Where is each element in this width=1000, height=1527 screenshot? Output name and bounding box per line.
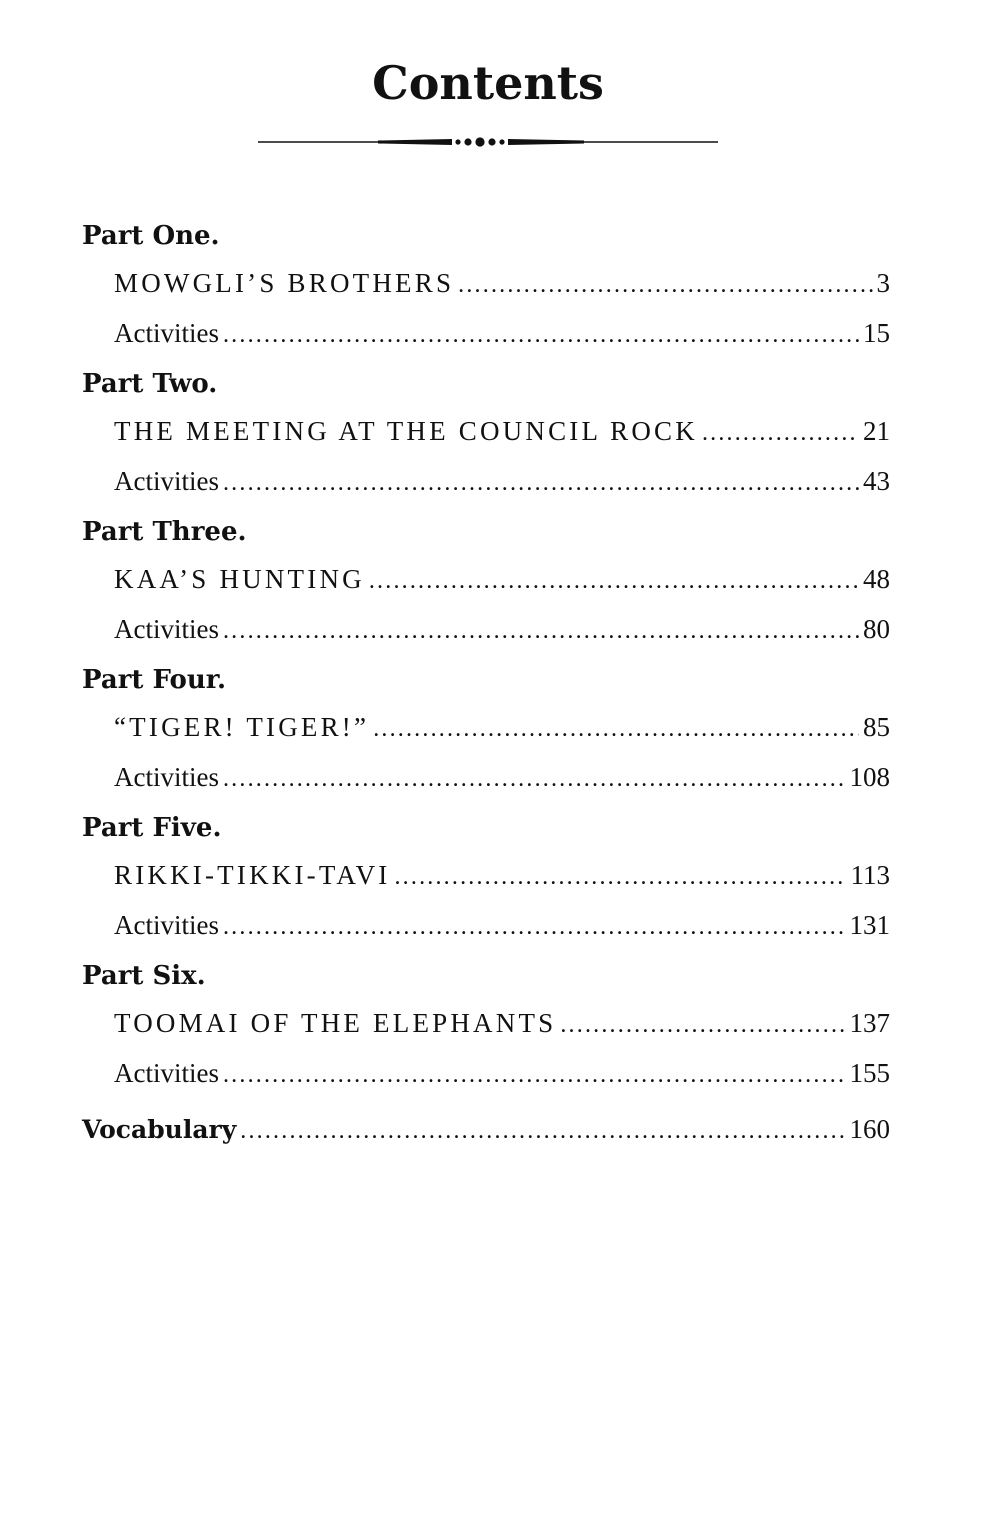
entry-title: Activities <box>114 318 219 348</box>
toc-part-two <box>82 362 890 506</box>
entry-title: Activities <box>114 614 219 644</box>
dot-leader <box>560 1000 845 1050</box>
page-number: 155 <box>849 1058 890 1088</box>
dot-leader <box>394 852 846 902</box>
dot-leader <box>369 556 859 606</box>
toc-entry[interactable] <box>82 258 890 308</box>
part-heading: Part Five. <box>82 813 222 843</box>
toc-part-four <box>82 658 890 802</box>
page-number: 131 <box>849 910 890 940</box>
toc-entry[interactable] <box>82 900 890 950</box>
page-number: 160 <box>849 1114 890 1144</box>
entry-title: KAA’S HUNTING <box>114 564 365 594</box>
dot-leader <box>240 1106 845 1156</box>
page-number: 108 <box>849 762 890 792</box>
toc-entry[interactable] <box>82 604 890 654</box>
page-number: 85 <box>863 712 890 742</box>
entry-title: Activities <box>114 762 219 792</box>
dot-leader <box>223 902 846 952</box>
entry-title: Activities <box>114 466 219 496</box>
part-heading: Part Four. <box>82 665 227 695</box>
dot-leader <box>223 754 846 804</box>
dot-leader <box>223 1050 846 1100</box>
table-of-contents <box>82 214 890 1154</box>
ornament-divider-icon <box>258 134 718 150</box>
toc-entry-vocabulary[interactable] <box>82 1104 890 1154</box>
page-number: 21 <box>863 416 890 446</box>
toc-entry[interactable] <box>82 998 890 1048</box>
toc-entry[interactable] <box>82 702 890 752</box>
dot-leader <box>223 310 859 360</box>
toc-entry[interactable] <box>82 456 890 506</box>
entry-title: TOOMAI OF THE ELEPHANTS <box>114 1008 557 1038</box>
page-number: 48 <box>863 564 890 594</box>
entry-title: Vocabulary <box>82 1115 237 1144</box>
toc-entry[interactable] <box>82 406 890 456</box>
entry-title: Activities <box>114 1058 219 1088</box>
part-heading: Part Three. <box>82 517 247 547</box>
toc-part-six <box>82 954 890 1098</box>
page-number: 113 <box>850 860 890 890</box>
toc-entry[interactable] <box>82 850 890 900</box>
toc-part-three <box>82 510 890 654</box>
dot-leader <box>223 606 859 656</box>
dot-leader <box>373 704 859 754</box>
toc-entry[interactable] <box>82 554 890 604</box>
entry-title: RIKKI-TIKKI-TAVI <box>114 860 391 890</box>
entry-title: “TIGER! TIGER!” <box>114 712 370 742</box>
toc-part-one <box>82 214 890 358</box>
entry-title: MOWGLI’S BROTHERS <box>114 268 455 298</box>
dot-leader <box>223 458 859 508</box>
toc-entry[interactable] <box>82 1048 890 1098</box>
page-number: 3 <box>876 268 890 298</box>
toc-entry[interactable] <box>82 752 890 802</box>
page-title: Contents <box>372 56 604 110</box>
toc-entry[interactable] <box>82 308 890 358</box>
dot-leader <box>458 260 872 310</box>
toc-part-five <box>82 806 890 950</box>
part-heading: Part One. <box>82 221 220 251</box>
page-number: 15 <box>863 318 890 348</box>
page-number: 43 <box>863 466 890 496</box>
page-number: 80 <box>863 614 890 644</box>
entry-title: THE MEETING AT THE COUNCIL ROCK <box>114 416 698 446</box>
page-number: 137 <box>849 1008 890 1038</box>
part-heading: Part Two. <box>82 369 218 399</box>
dot-leader <box>702 408 859 458</box>
part-heading: Part Six. <box>82 961 206 991</box>
entry-title: Activities <box>114 910 219 940</box>
